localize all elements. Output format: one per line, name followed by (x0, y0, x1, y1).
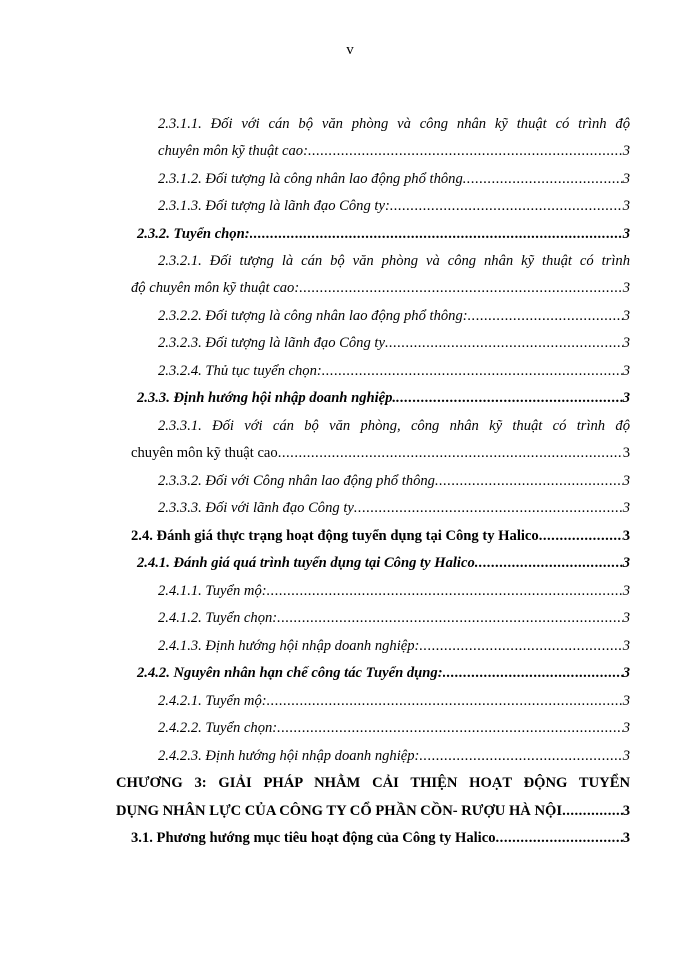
page-number: v (346, 42, 354, 58)
dot-leader (278, 442, 623, 464)
toc-entry-text: 2.3.2.4. Thủ tục tuyển chọn: (158, 363, 322, 379)
dot-leader (562, 800, 623, 822)
toc-entry-2-4-2-2[interactable] (158, 717, 630, 739)
toc-entry-2-3-1-2[interactable] (158, 168, 630, 190)
toc-chapter-3[interactable] (116, 800, 630, 822)
toc-entry-2-3-3-2[interactable] (158, 470, 630, 492)
dot-leader (396, 387, 623, 409)
dot-leader (463, 168, 623, 190)
toc-entry-2-3-2-2[interactable] (158, 305, 630, 327)
toc-page-number: 3 (622, 308, 630, 324)
toc-entry-2-3-2-1[interactable] (131, 277, 630, 299)
toc-entry-2-4-1-2[interactable] (158, 607, 630, 629)
toc-entry-text: 2.3.2.2. Đối tượng là công nhân lao động phổ thông: (158, 308, 468, 324)
toc-entry-2-4-1[interactable] (137, 552, 630, 574)
dot-leader (299, 277, 623, 299)
toc-page-number: 3 (622, 610, 630, 626)
toc-entry-text: 2.3.1.2. Đối tượng là công nhân lao động phổ thông (158, 171, 463, 187)
toc-entry-text: chuyên môn kỹ thuật cao: (158, 143, 308, 159)
toc-entry-text: 2.3.2. Tuyển chọn: (137, 226, 250, 242)
toc-entry-2-3-1-1-first-line: 2.3.1.1. Đối với cán bộ văn phòng và công nhân kỹ thuật có trình độ (158, 116, 630, 132)
toc-entry-2-4-1-3[interactable] (158, 635, 630, 657)
toc-entry-2-3-2-4[interactable] (158, 360, 630, 382)
toc-page-number: 3 (622, 665, 630, 681)
toc-entry-text: 3.1. Phương hướng mục tiêu hoạt động của Công ty Halico (131, 830, 496, 846)
dot-leader (277, 717, 623, 739)
toc-entry-2-3-1-1[interactable] (158, 140, 630, 162)
toc-page-number: 3 (622, 830, 630, 846)
toc-page-number: 3 (622, 748, 630, 764)
toc-entry-text: 2.4.1. Đánh giá quá trình tuyển dụng tại Công ty Halico (137, 555, 475, 571)
toc-page-number: 3 (622, 473, 630, 489)
toc-entry-2-3-2[interactable] (137, 223, 630, 245)
toc-page-number: 3 (622, 445, 630, 461)
toc-entry-2-3-2-1-first-line: 2.3.2.1. Đối tượng là cán bộ văn phòng và công nhân kỹ thuật có trình (158, 253, 630, 269)
dot-leader (468, 305, 623, 327)
toc-page-number: 3 (622, 583, 630, 599)
toc-entry-text: 2.4.1.1. Tuyển mộ: (158, 583, 267, 599)
dot-leader (322, 360, 623, 382)
toc-entry-text: 2.3.3. Định hướng hội nhập doanh nghiệp. (137, 390, 397, 406)
dot-leader (308, 140, 623, 162)
toc-page-number: 3 (622, 693, 630, 709)
toc-page-number: 3 (622, 638, 630, 654)
toc-entry-2-3-3-3[interactable] (158, 497, 630, 519)
dot-leader (435, 470, 623, 492)
toc-entry-text: 2.4.2. Nguyên nhân hạn chế công tác Tuyển dụng: (137, 665, 443, 681)
toc-page-number: 3 (622, 226, 630, 242)
toc-page-number: 3 (622, 500, 630, 516)
dot-leader (250, 223, 623, 245)
toc-page-number: 3 (622, 363, 630, 379)
toc-entry-3-1[interactable] (131, 827, 630, 849)
toc-page-number: 3 (622, 198, 630, 214)
toc-page-number: 3 (622, 528, 630, 544)
toc-page-number: 3 (622, 143, 630, 159)
toc-entry-text: 2.4.2.3. Định hướng hội nhập doanh nghiệp: (158, 748, 420, 764)
toc-entry-2-4-1-1[interactable] (158, 580, 630, 602)
dot-leader (385, 332, 623, 354)
dot-leader (496, 827, 623, 849)
toc-entry-2-4-2-1[interactable] (158, 690, 630, 712)
toc-entry-text: 2.4.2.2. Tuyển chọn: (158, 720, 278, 736)
toc-page-number: 3 (622, 803, 630, 819)
toc-entry-text: độ chuyên môn kỹ thuật cao: (131, 280, 300, 296)
dot-leader (419, 635, 622, 657)
toc-entry-2-4-2-3[interactable] (158, 745, 630, 767)
toc-entry-2-3-2-3[interactable] (158, 332, 630, 354)
toc-entry-text: 2.3.1.3. Đối tượng là lãnh đạo Công ty: (158, 198, 390, 214)
dot-leader (267, 580, 623, 602)
toc-entry-2-3-3-1[interactable] (131, 442, 630, 464)
dot-leader (475, 552, 623, 574)
dot-leader (443, 662, 623, 684)
toc-entry-text: 2.4.2.1. Tuyển mộ: (158, 693, 267, 709)
toc-page-number: 3 (622, 171, 630, 187)
toc-entry-text: DỤNG NHÂN LỰC CỦA CÔNG TY CỔ PHẦN CỒN- RƯỢU HÀ NỘI (116, 803, 563, 819)
toc-page-number: 3 (622, 555, 630, 571)
toc-entry-2-3-1-3[interactable] (158, 195, 630, 217)
toc-entry-text: 2.4.1.2. Tuyển chọn: (158, 610, 278, 626)
dot-leader (390, 195, 623, 217)
toc-page-number: 3 (622, 720, 630, 736)
toc-chapter-3-first-line: CHƯƠNG 3: GIẢI PHÁP NHẰM CẢI THIỆN HOẠT ĐỘNG TUYỂN (116, 775, 630, 791)
dot-leader (277, 607, 623, 629)
toc-entry-text: 2.3.3.2. Đối với Công nhân lao động phổ thông (158, 473, 435, 489)
toc-entry-2-3-3[interactable] (137, 387, 630, 409)
toc-entry-text: 2.3.2.3. Đối tượng là lãnh đạo Công ty (158, 335, 385, 351)
toc-entry-text: chuyên môn kỹ thuật cao (131, 445, 278, 461)
dot-leader (419, 745, 622, 767)
toc-page-number: 3 (622, 335, 630, 351)
toc-entry-2-4-2[interactable] (137, 662, 630, 684)
toc-entry-text: 2.4.1.3. Định hướng hội nhập doanh nghiệp: (158, 638, 420, 654)
toc-page-number: 3 (622, 390, 630, 406)
toc-page-number: 3 (622, 280, 630, 296)
toc-entry-text: 2.4. Đánh giá thực trạng hoạt động tuyển dụng tại Công ty Halico (131, 528, 539, 544)
toc-entry-2-3-3-1-first-line: 2.3.3.1. Đối với cán bộ văn phòng, công nhân kỹ thuật có trình độ (158, 418, 630, 434)
toc-entry-2-4[interactable] (131, 525, 630, 547)
dot-leader (539, 525, 623, 547)
toc-entry-text: 2.3.3.3. Đối với lãnh đạo Công ty (158, 500, 354, 516)
dot-leader (267, 690, 623, 712)
dot-leader (354, 497, 623, 519)
